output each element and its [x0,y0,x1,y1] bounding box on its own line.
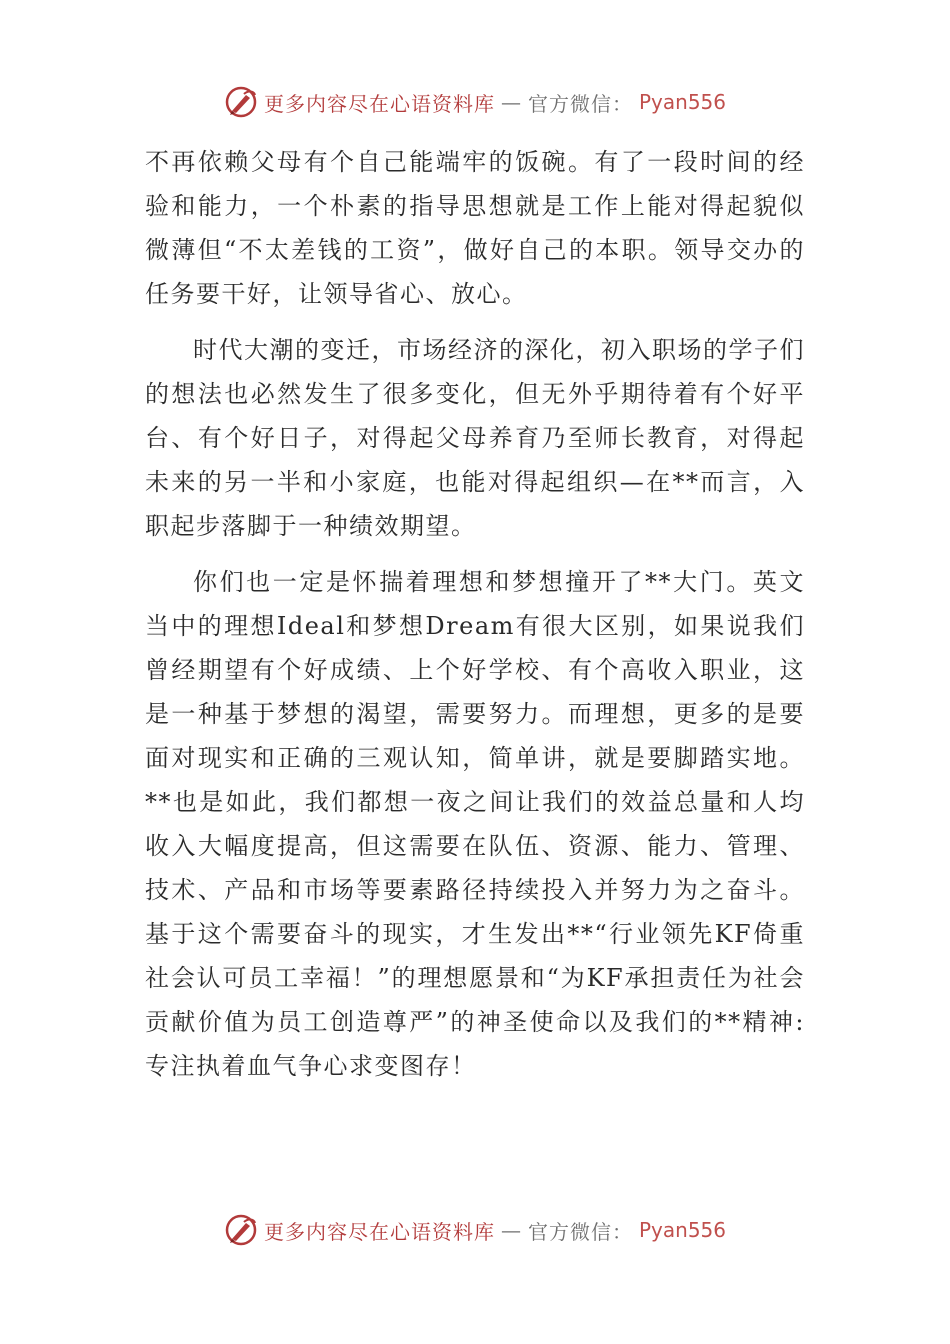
banner-dash: — [500,90,522,114]
banner-main-text: 更多内容尽在心语资料库 [263,1219,495,1244]
banner-dash: — [500,1218,522,1242]
banner-sub-text: 官方微信： [527,91,633,116]
banner-sub-text: 官方微信： [527,1219,633,1244]
banner-wechat-id: Pyan556 [638,1218,726,1242]
banner-main-text: 更多内容尽在心语资料库 [263,91,495,116]
footer-banner [0,1210,950,1250]
paragraph-3: 你们也一定是怀揣着理想和梦想撞开了**大门。英文当中的理想Ideal和梦想Dream有很大区别，如果说我们曾经期望有个好成绩、上个好学校、有个高收入职业，这是一种基于梦想的渴望，需要努力。而理想，更多的是要面对现实和正确的三观认知，简单讲，就是要脚踏实地。**也是如此，我们都想一夜之间让我们的效益总量和人均收入大幅度提高，但这需要在队伍、资源、能力、管理、技术、产品和市场等要素路径持续投入并努力为之奋斗。基于这个需要奋斗的现实，才生发出**“行业领先KF倚重社会认可员工幸福！”的理想愿景和“为KF承担责任为社会贡献价值为员工创造尊严”的神圣使命以及我们的**精神:专注执着血气争心求变图存！ [145,568,805,1080]
paragraph-2: 时代大潮的变迁，市场经济的深化，初入职场的学子们的想法也必然发生了很多变化，但无外乎期待着有个好平台、有个好日子，对得起父母养育乃至师长教育，对得起未来的另一半和小家庭，也能对得起组织—在**而言，入职起步落脚于一种绩效期望。 [145,336,805,540]
pen-logo-icon [224,85,258,119]
paragraph-1: 不再依赖父母有个自己能端牢的饭碗。有了一段时间的经验和能力，一个朴素的指导思想就是工作上能对得起貌似微薄但“不太差钱的工资”，做好自己的本职。领导交办的任务要干好，让领导省心、放心。 [145,148,805,308]
document-body [145,140,805,1100]
header-banner [0,82,950,122]
pen-logo-icon [224,1213,258,1247]
banner-wechat-id: Pyan556 [638,90,726,114]
